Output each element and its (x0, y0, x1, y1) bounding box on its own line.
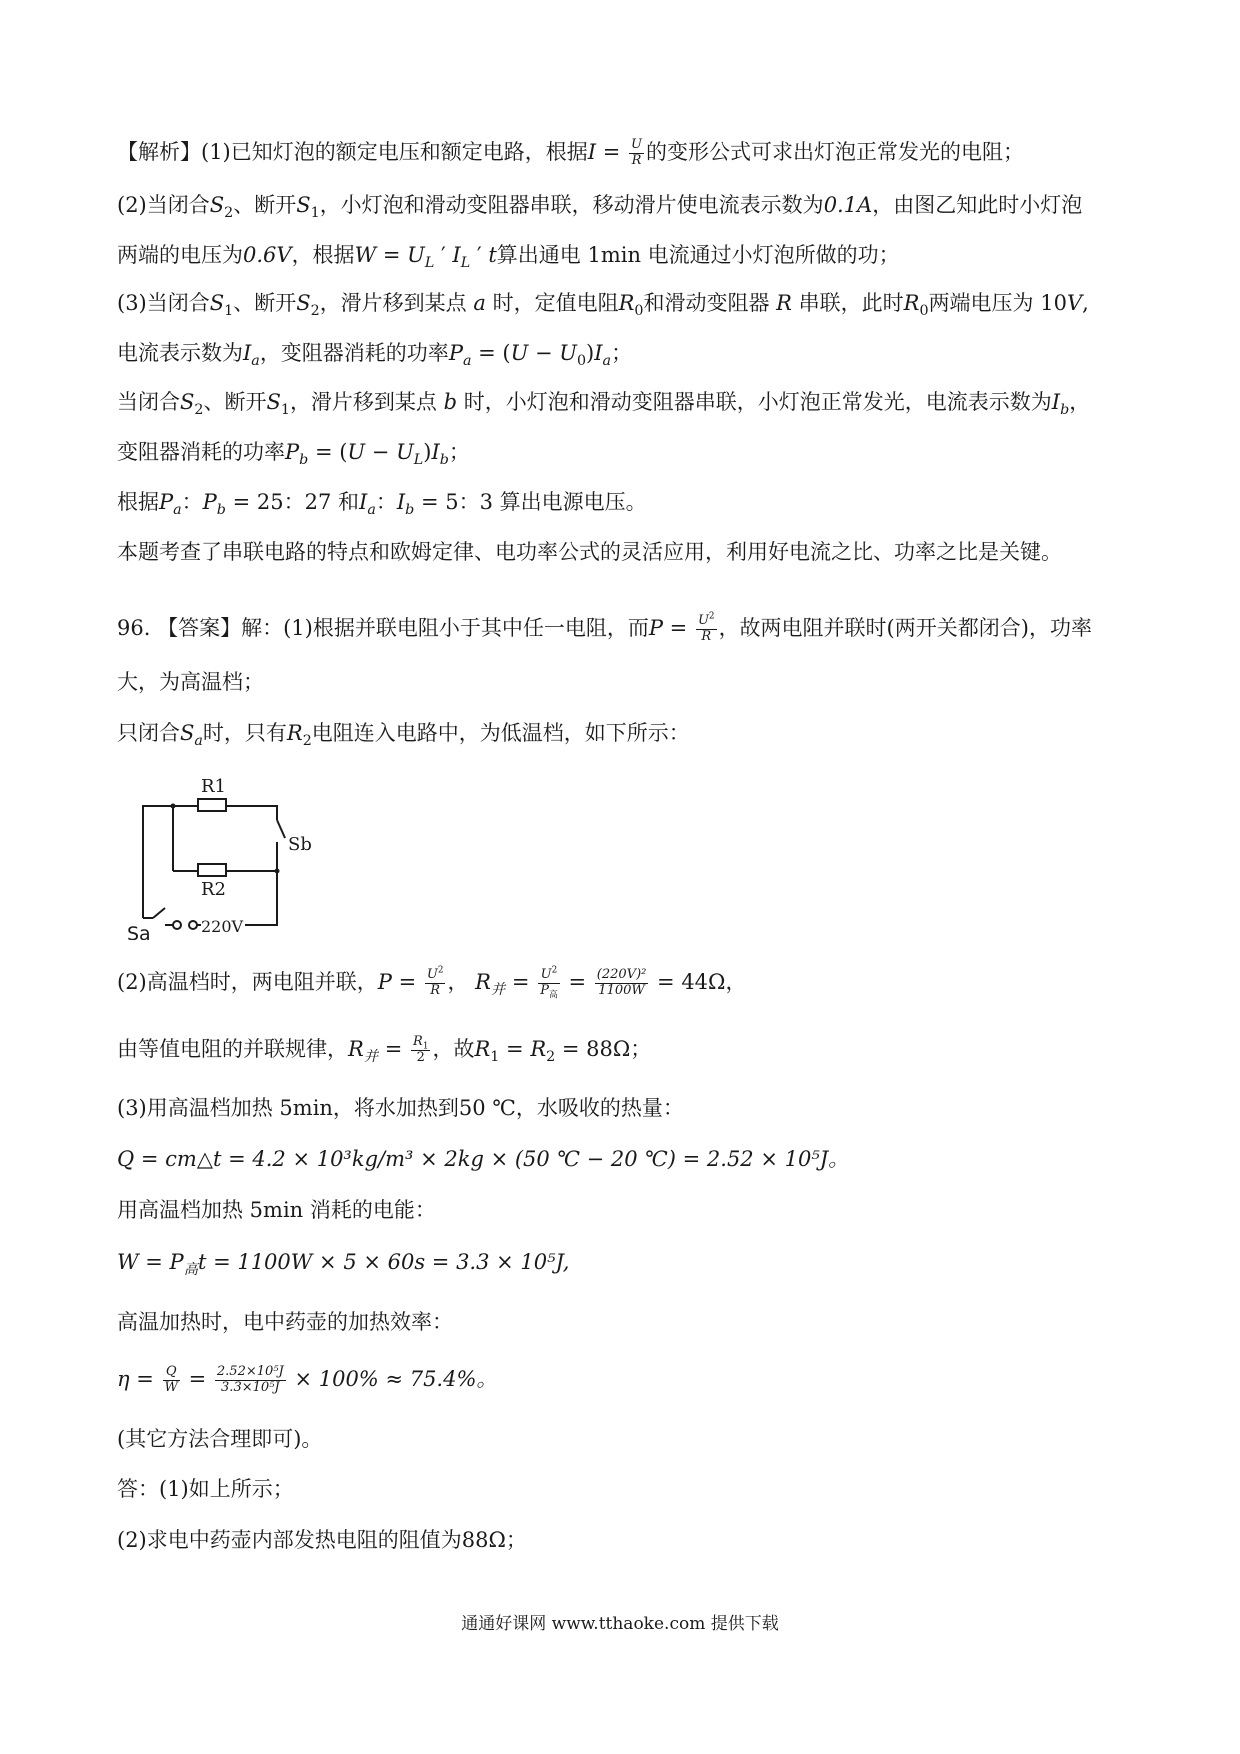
r2-label: R2 (201, 879, 227, 900)
analysis-para-2-line-2: 两端的电压为0.6V，根据$W = U_L$ ′ $I_L$ ′ t算出通电 1min 电流通过小灯泡所做的功； (117, 243, 900, 272)
answer-96-para-8: 高温加热时，电中药壶的加热效率： (117, 1310, 453, 1334)
analysis-para-5: 根据$P_a$：$P_b = 25$：27 和$I_a$：$I_b = 5$：3 算出电源电压。 (117, 490, 647, 519)
resistor-r1-symbol (198, 799, 226, 811)
analysis-para-3-line-1: (3)当闭合$S_1$、断开$S_2$，滑片移到某点 a 时，定值电阻$R_0$和滑动变阻器 R 串联，此时$R_0$两端电压为 10V, (117, 291, 1089, 320)
sa-label: Sa (127, 923, 151, 940)
analysis-para-4-line-2: 变阻器消耗的功率$P_b = (U - U_L)I_b$； (117, 440, 470, 469)
answer-96-line-3: 只闭合$S_a$时，只有$R_2$电阻连入电路中，为低温档，如下所示： (117, 721, 690, 750)
answer-96-para-4: (3)用高温档加热 5min，将水加热到50 ℃，水吸收的热量： (117, 1096, 684, 1120)
sb-label: Sb (288, 834, 312, 855)
answer-96-para-2: (2)高温档时，两电阻并联，P = $\frac{U^2}{R}$ ， $R_并$ = $\frac{U^2}{P_高}$ = $\frac{\text{(220V)²}}{1100W}$ = 44Ω， (117, 965, 747, 1001)
answer-96-formula-heat: Q = cm△t = 4.2 × 10³kg/m³ × 2kg × (50 ℃ − 20 ℃) = 2.52 × 10⁵J。 (117, 1147, 850, 1171)
analysis-para-3-line-2: 电流表示数为$I_a$，变阻器消耗的功率$P_a = (U - U_0)I_a$； (117, 341, 633, 370)
answer-tag: 【答案】 (157, 616, 242, 640)
source-label: 220V (201, 917, 244, 936)
analysis-tag: 【解析】 (117, 140, 201, 164)
answer-96-line-2: 大，为高温档； (117, 670, 264, 694)
analysis-para-4-line-1: 当闭合$S_2$、断开$S_1$，滑片移到某点 b 时，小灯泡和滑动变阻器串联，小灯泡正常发光，电流表示数为$I_b$， (117, 390, 1091, 419)
analysis-para-1: 【解析】(1)已知灯泡的额定电压和额定电路，根据I = $\frac{U}{R}$ 的变形公式可求出灯泡正常发光的电阻； (117, 137, 1024, 168)
circuit-diagram (125, 770, 335, 940)
switch-sa-symbol (153, 908, 165, 918)
r1-label: R1 (201, 776, 227, 797)
switch-sb-symbol (277, 820, 285, 838)
answer-96-line-1: 96. 【答案】解：(1)根据并联电阻小于其中任一电阻，而P = $\frac{U^2}{R}$ ，故两电阻并联时(两开关都闭合)，功率 (117, 611, 1092, 644)
analysis-para-2-line-1: (2)当闭合$S_2$、断开$S_1$，小灯泡和滑动变阻器串联，移动滑片使电流表示数为0.1A，由图乙知此时小灯泡 (117, 193, 1083, 222)
answer-96-para-6: 用高温档加热 5min 消耗的电能： (117, 1198, 436, 1222)
answer-96-para-3: 由等值电阻的并联规律，$R_并$ = $\frac{R_1}{2}$ ，故$R_1 = R_2 = 88\Omega$； (117, 1034, 652, 1066)
answer-96-para-10: (其它方法合理即可)。 (117, 1427, 323, 1451)
resistor-r2-symbol (198, 864, 226, 876)
answer-96-formula-efficiency: η = $\frac{Q}{W}$ = $\frac{\text{2.52×10⁵J}}{\text{3.3×10⁵J}}$ × 100% ≈ 75.4%。 (117, 1364, 498, 1395)
answer-96-para-12: (2)求电中药壶内部发热电阻的阻值为88Ω； (117, 1528, 527, 1552)
question-number: 96. (117, 616, 151, 640)
page-footer: 通通好课网 www.tthaoke.com 提供下载 (461, 1614, 779, 1634)
answer-96-para-11: 答：(1)如上所示； (117, 1477, 294, 1501)
answer-96-formula-energy: $W = P_高t = 1100W \times 5 \times 60s = 3.3 \times 10^5J$, (117, 1250, 570, 1279)
analysis-para-6: 本题考查了串联电路的特点和欧姆定律、电功率公式的灵活应用，利用好电流之比、功率之比是关键。 (117, 540, 1062, 564)
